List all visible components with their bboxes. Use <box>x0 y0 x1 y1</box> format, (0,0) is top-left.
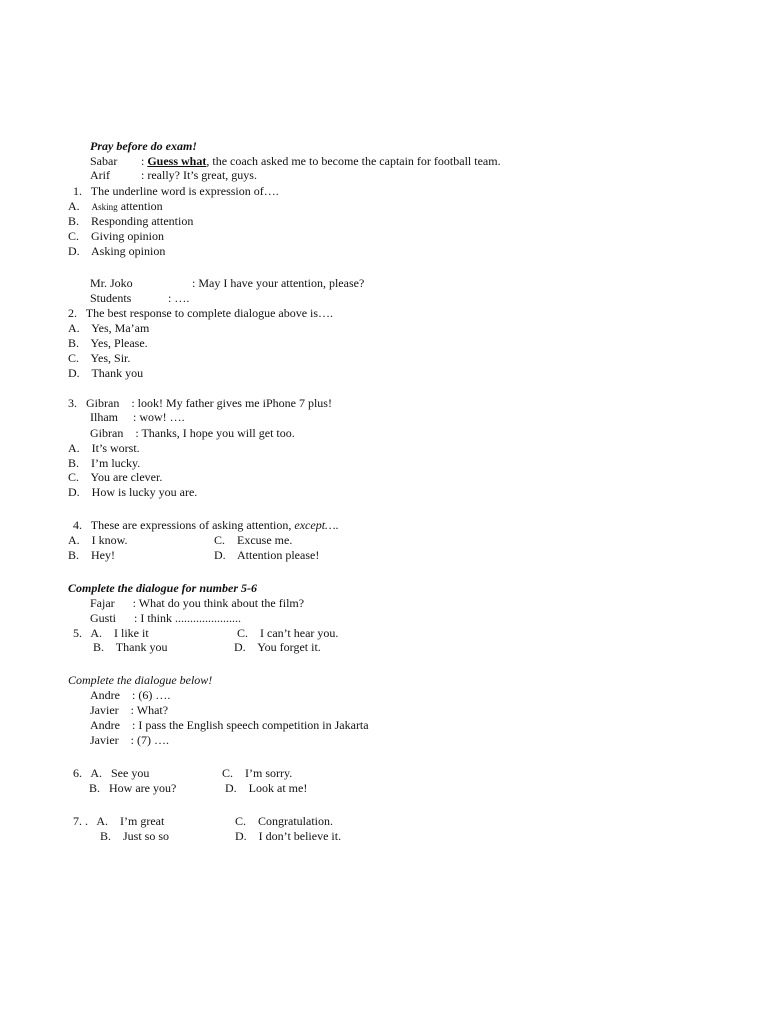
q6-option-b: B. How are you? <box>89 781 177 795</box>
dialogue-speaker-students: Students <box>90 291 132 305</box>
q4-option-c: C. Excuse me. <box>214 533 293 547</box>
q1-option-c: C. Giving opinion <box>68 229 165 243</box>
q7-option-b: B. Just so so <box>100 829 170 843</box>
section-title-6-7: Complete the dialogue below! <box>68 673 213 687</box>
q4-option-a: A. I know. <box>68 533 128 547</box>
q1-option-a <box>68 199 163 214</box>
q5-option-d: D. You forget it. <box>234 640 321 654</box>
option-letter: A. <box>68 199 80 213</box>
underlined-expression: Guess what <box>147 154 207 168</box>
dialogue-line-joko: : May I have your attention, please? <box>192 276 365 290</box>
q4-option-b: B. Hey! <box>68 548 115 562</box>
q2-option-b: B. Yes, Please. <box>68 336 148 350</box>
question-3-ilham: Ilham : wow! …. <box>90 410 185 424</box>
dialogue-gusti: Gusti : I think ...................... <box>90 611 242 625</box>
dialogue-andre-1: Andre : (6) …. <box>90 688 171 702</box>
q5-option-a: 5. A. I like it <box>73 626 149 640</box>
question-3-line1: 3. Gibran : look! My father gives me iPhone 7 plus! <box>68 396 332 410</box>
option-small-word: Asking <box>91 202 118 212</box>
question-3-gibran2: Gibran : Thanks, I hope you will get too. <box>90 426 295 440</box>
q6-option-a: 6. A. See you <box>73 766 150 780</box>
dialogue-line-arif: : really? It’s great, guys. <box>141 168 257 182</box>
dialogue-fajar: Fajar : What do you think about the film? <box>90 596 305 610</box>
q7-option-d: D. I don’t believe it. <box>235 829 342 843</box>
sabar-line-rest: , the coach asked me to become the captain for football team. <box>206 154 501 168</box>
q3-option-b: B. I’m lucky. <box>68 456 141 470</box>
exam-header: Pray before do exam! <box>90 139 197 153</box>
q4-option-d: D. Attention please! <box>214 548 320 562</box>
dialogue-speaker-joko: Mr. Joko <box>90 276 133 290</box>
question-4-except: except…. <box>294 518 339 532</box>
question-4-text: 4. These are expressions of asking attention, <box>73 518 295 532</box>
dialogue-line-students: : …. <box>168 291 190 305</box>
dialogue-javier-1: Javier : What? <box>90 703 169 717</box>
question-4 <box>73 518 339 532</box>
q7-option-c: C. Congratulation. <box>235 814 333 828</box>
q1-option-b: B. Responding attention <box>68 214 194 228</box>
q2-option-d: D. Thank you <box>68 366 144 380</box>
dialogue-speaker-arif: Arif <box>90 168 110 182</box>
q3-option-c: C. You are clever. <box>68 470 163 484</box>
q7-option-a: 7. . A. I’m great <box>73 814 165 828</box>
q2-option-c: C. Yes, Sir. <box>68 351 131 365</box>
dialogue-javier-2: Javier : (7) …. <box>90 733 169 747</box>
q5-option-c: C. I can’t hear you. <box>237 626 339 640</box>
colon: : <box>141 154 145 168</box>
section-title-5-6: Complete the dialogue for number 5-6 <box>68 581 257 595</box>
q1-option-d: D. Asking opinion <box>68 244 166 258</box>
q5-option-b: B. Thank you <box>93 640 168 654</box>
q6-option-d: D. Look at me! <box>225 781 308 795</box>
question-2: 2. The best response to complete dialogue above is…. <box>68 306 334 320</box>
question-1: 1. The underline word is expression of…. <box>73 184 279 198</box>
q6-option-c: C. I’m sorry. <box>222 766 293 780</box>
dialogue-andre-2: Andre : I pass the English speech competition in Jakarta <box>90 718 369 732</box>
q3-option-a: A. It’s worst. <box>68 441 140 455</box>
dialogue-speaker-sabar: Sabar <box>90 154 118 168</box>
q2-option-a: A. Yes, Ma’am <box>68 321 150 335</box>
dialogue-line-sabar <box>141 154 501 168</box>
option-rest: attention <box>117 199 163 213</box>
q3-option-d: D. How is lucky you are. <box>68 485 198 499</box>
